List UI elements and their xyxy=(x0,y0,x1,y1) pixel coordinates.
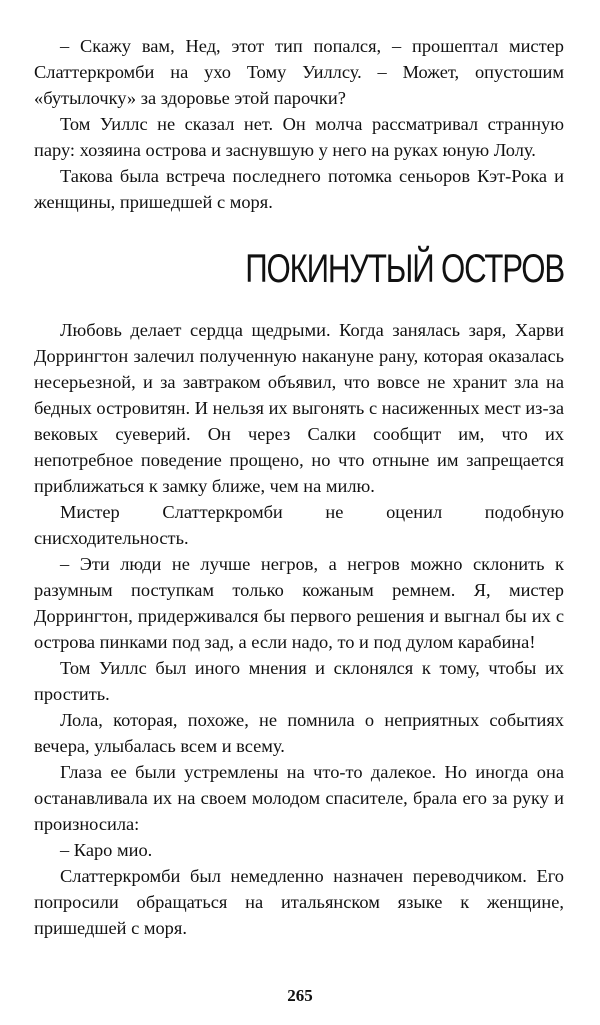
chapter-title: ПОКИНУТЫЙ ОСТРОВ xyxy=(245,247,564,291)
page-number: 265 xyxy=(287,986,313,1005)
paragraph: – Скажу вам, Нед, этот тип попался, – прошептал мистер Слаттеркромби на ухо Тому Уиллсу. – Может, опустошим «бутылочку» за здоровье этой парочки? xyxy=(34,36,564,108)
paragraph: Лола, которая, похоже, не помнила о неприятных событиях вечера, улыбалась всем и всему. xyxy=(34,710,564,756)
paragraph: Слаттеркромби был немедленно назначен переводчиком. Его попросили обращаться на итальянском языке к женщине, пришедшей с моря. xyxy=(34,866,564,938)
paragraph: – Эти люди не лучше негров, а негров можно склонить к разумным поступкам только кожаным ремнем. Я, мистер Доррингтон, придерживался бы первого решения и выгнал бы их с острова пинками под зад, а если надо, то и под дулом карабина! xyxy=(34,554,564,652)
paragraph: Том Уиллс не сказал нет. Он молча рассматривал странную пару: хозяина острова и заснувшую у него на руках юную Лолу. xyxy=(34,114,564,160)
page-body xyxy=(34,33,564,941)
paragraph: – Каро мио. xyxy=(60,840,153,860)
paragraph: Такова была встреча последнего потомка сеньоров Кэт-Рока и женщины, пришедшей с моря. xyxy=(34,166,564,212)
paragraph: Глаза ее были устремлены на что-то далекое. Но иногда она останавливала их на своем молодом спасителе, брала его за руку и произносила: xyxy=(34,762,564,834)
paragraph: Мистер Слаттеркромби не оценил подобную снисходительность. xyxy=(34,502,564,548)
paragraph: Любовь делает сердца щедрыми. Когда занялась заря, Харви Доррингтон залечил полученную накануне рану, которая оказалась несерьезной, и за завтраком объявил, что вовсе не хранит зла на бедных островитян. И нельзя их выгонять с насиженных мест из-за вековых суеверий. Он через Салки сообщит им, что их непотребное поведение прощено, но что отныне им запрещается приближаться к замку ближе, чем на милю. xyxy=(34,320,564,496)
paragraph: Том Уиллс был иного мнения и склонялся к тому, чтобы их простить. xyxy=(34,658,564,704)
